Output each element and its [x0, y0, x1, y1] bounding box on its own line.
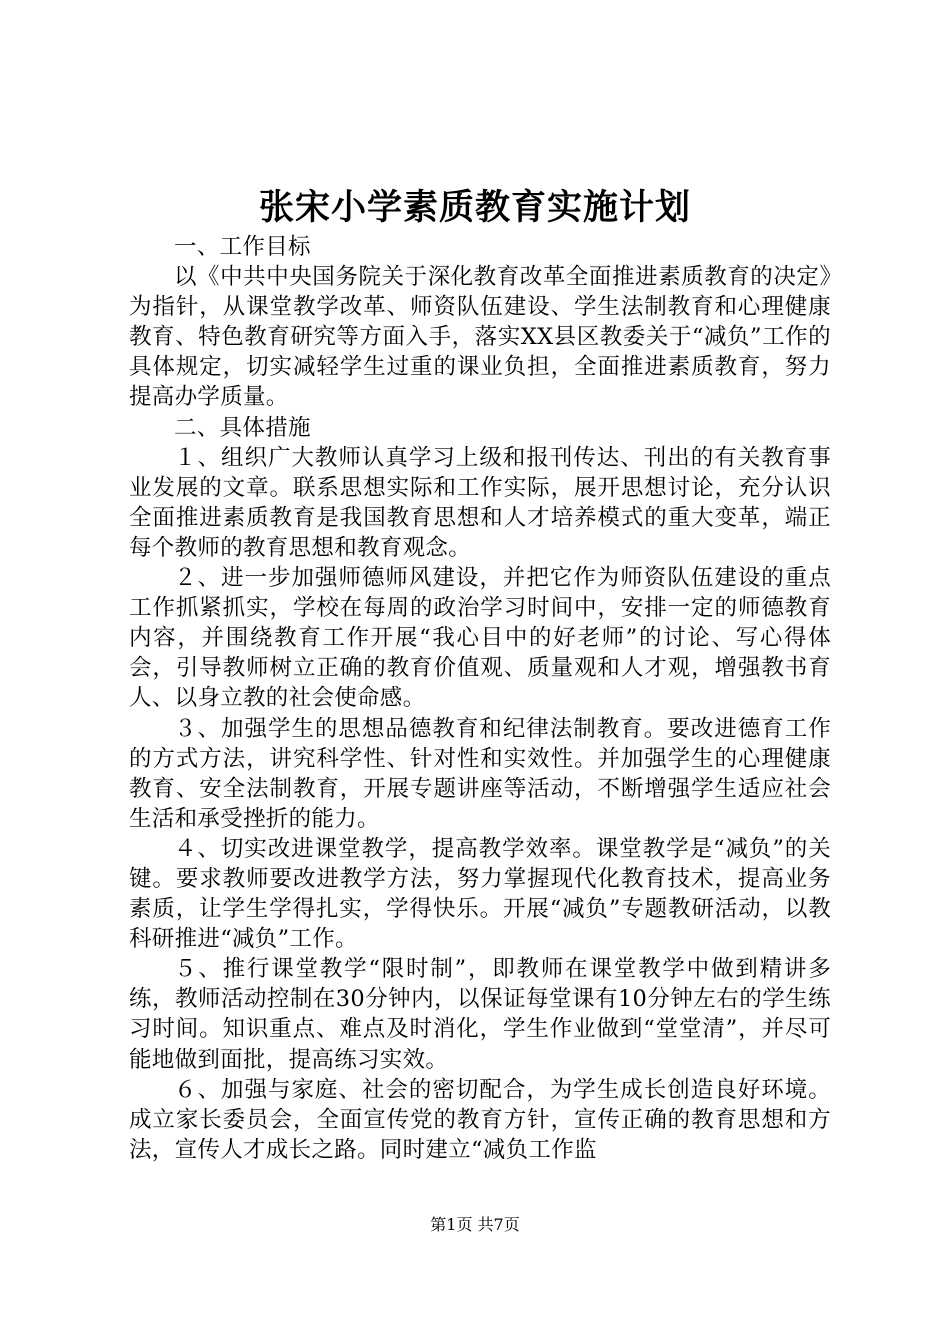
paragraph: ５、推行课堂教学“限时制”，即教师在课堂教学中做到精讲多练，教师活动控制在30分钟内，以保证每堂课有10分钟左右的学生练习时间。知识重点、难点及时消化，学生作业做到“堂堂清”，并尽可能地做到面批，提高练习实效。	[129, 956, 831, 1073]
paragraph: ３、加强学生的思想品德教育和纪律法制教育。要改进德育工作的方式方法，讲究科学性、针对性和实效性。并加强学生的心理健康教育、安全法制教育，开展专题讲座等活动，不断增强学生适应社会生活和承受挫折的能力。	[129, 715, 831, 832]
paragraph: ２、进一步加强师德师风建设，并把它作为师资队伍建设的重点工作抓紧抓实，学校在每周的政治学习时间中，安排一定的师德教育内容，并围绕教育工作开展“我心目中的好老师”的讨论、写心得体会，引导教师树立正确的教育价值观、质量观和人才观，增强教书育人、以身立教的社会使命感。	[129, 565, 831, 712]
paragraph: 以《中共中央国务院关于深化教育改革全面推进素质教育的决定》为指针，从课堂教学改革、师资队伍建设、学生法制教育和心理健康教育、特色教育研究等方面入手，落实XX县区教委关于“减负”工作的具体规定，切实减轻学生过重的课业负担，全面推进素质教育，努力提高办学质量。	[129, 264, 831, 411]
page-footer: 第1页 共7页	[430, 1215, 520, 1234]
section-heading: 一、工作目标	[174, 234, 311, 260]
paragraph: １、组织广大教师认真学习上级和报刊传达、刊出的有关教育事业发展的文章。联系思想实际和工作实际，展开思想讨论，充分认识全面推进素质教育是我国教育思想和人才培养模式的重大变革，端正每个教师的教育思想和教育观念。	[129, 444, 831, 561]
section-heading: 二、具体措施	[174, 414, 311, 441]
document-title: 张宋小学素质教育实施计划	[258, 187, 691, 228]
paragraph: ６、加强与家庭、社会的密切配合，为学生成长创造良好环境。成立家长委员会，全面宣传党的教育方针，宣传正确的教育思想和方法，宣传人才成长之路。同时建立“减负工作监	[129, 1076, 831, 1163]
paragraph: ４、切实改进课堂教学，提高教学效率。课堂教学是“减负”的关键。要求教师要改进教学方法，努力掌握现代化教育技术，提高业务素质，让学生学得扎实，学得快乐。开展“减负”专题教研活动，以教科研推进“减负”工作。	[129, 835, 831, 953]
document-body	[129, 232, 831, 1165]
